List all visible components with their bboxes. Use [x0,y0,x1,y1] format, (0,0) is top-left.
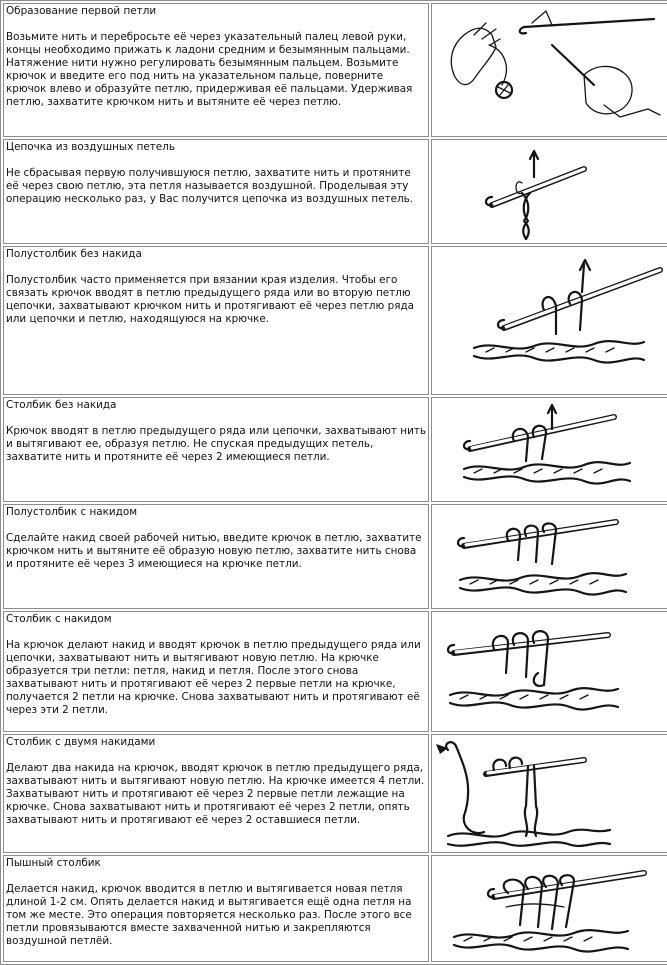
half-double-crochet-illustration-icon [434,506,666,608]
treble-crochet-illustration-icon [434,736,666,852]
step-description: Делают два накида на крючок, вводят крючок в петлю предыдущего ряда, захватывают нить и вытягивают новую петлю. На крючке имеется 4 петли. Захватывают нить и протягивают её через 2 первые петли лежащие на крючке. Снова захватывают нить и протягивают её через 2 петли, опять захватывают нить и протягивают её через 2 оставшиеся петли. [6,762,425,826]
step-title: Полустолбик без накида [6,248,142,260]
chain-stitch-illustration-icon [434,141,666,243]
step-title: Столбик с двумя накидами [6,736,156,748]
step-row [3,246,667,395]
step-row [3,3,667,137]
step-row [3,397,667,502]
step-description: На крючок делают накид и вводят крючок в петлю предыдущего ряда или цепочки, захватывают нить и вытягивают новую петлю. На крючке образуется три петли: петля, накид и петля. После этого снова захватывают нить и протягивают её через 2 первые петли на крючке, получается 2 петли на крючке. Снова захватывают нить и протягивают её через эти 2 петли. [6,639,421,716]
step-title: Столбик с накидом [6,613,112,625]
step-text-cell [3,855,429,962]
step-title: Столбик без накида [6,399,117,411]
step-image-cell [431,504,667,609]
step-image-cell [431,139,667,244]
step-row [3,855,667,962]
step-row [3,734,667,853]
first-loop-illustration-icon [434,5,666,136]
step-row [3,504,667,609]
step-description: Не сбрасывая первую получившуюся петлю, захватите нить и протяните её через свою петлю, эта петля называется воздушной. Проделывая эту операцию несколько раз, у Вас получится цепочка из воздушных петель. [6,167,414,205]
step-text-cell [3,3,429,137]
step-text-cell [3,734,429,853]
step-text-cell [3,246,429,395]
step-description: Сделайте накид своей рабочей нитью, введите крючок в петлю, захватите крючком нить и вытяните её образую новую петлю, захватите нить снова и протяните её через 3 имеющиеся на крючке петли. [6,532,422,570]
step-image-cell [431,246,667,395]
step-image-cell [431,734,667,853]
step-image-cell [431,397,667,502]
step-text-cell [3,611,429,732]
step-title: Полустолбик с накидом [6,506,138,518]
step-description: Возьмите нить и перебросьте её через указательный палец левой руки, концы необходимо прижать к ладони средним и безымянным пальцами. Натяжение нити нужно регулировать безымянным пальцем. Возьмите крючок и введите его под нить на указательном пальце, поверните крючок влево и образуйте петлю, придерживая её пальцами. Удерживая петлю, захватите крючком нить и вытяните её через петлю. [6,31,413,108]
step-image-cell [431,611,667,732]
step-title: Образование первой петли [6,5,157,17]
step-text-cell [3,139,429,244]
slip-stitch-illustration-icon [434,248,666,394]
step-title: Пышный столбик [6,857,101,869]
step-image-cell [431,855,667,962]
double-crochet-illustration-icon [434,613,666,731]
step-row [3,611,667,732]
step-description: Крючок вводят в петлю предыдущего ряда или цепочки, захватывают нить и вытягивают ее, образуя петлю. Не спуская предыдущих петель, захватите нить и протяните её через 2 имеющиеся петли. [6,425,426,463]
step-text-cell [3,504,429,609]
step-text-cell [3,397,429,502]
step-row [3,139,667,244]
step-description: Делается накид, крючок вводится в петлю и вытягивается новая петля длиной 1-2 см. Опять делается накид и вытягивается ещё одна петля на том же месте. Это операция повторяется несколько раз. После этого все петли провязываются вместе захваченной нитью и закрепляются воздушной петлёй. [6,883,412,947]
single-crochet-illustration-icon [434,399,666,501]
puff-stitch-illustration-icon [434,857,666,961]
step-title: Цепочка из воздушных петель [6,141,175,153]
step-image-cell [431,3,667,137]
step-description: Полустолбик часто применяется при вязании края изделия. Чтобы его связать крючок вводят в петлю предыдущего ряда или во вторую петлю цепочки, захватывают крючком нить и протягивают её через петлю ряда или цепочки и петлю, находящуюся на крючке. [6,274,415,325]
